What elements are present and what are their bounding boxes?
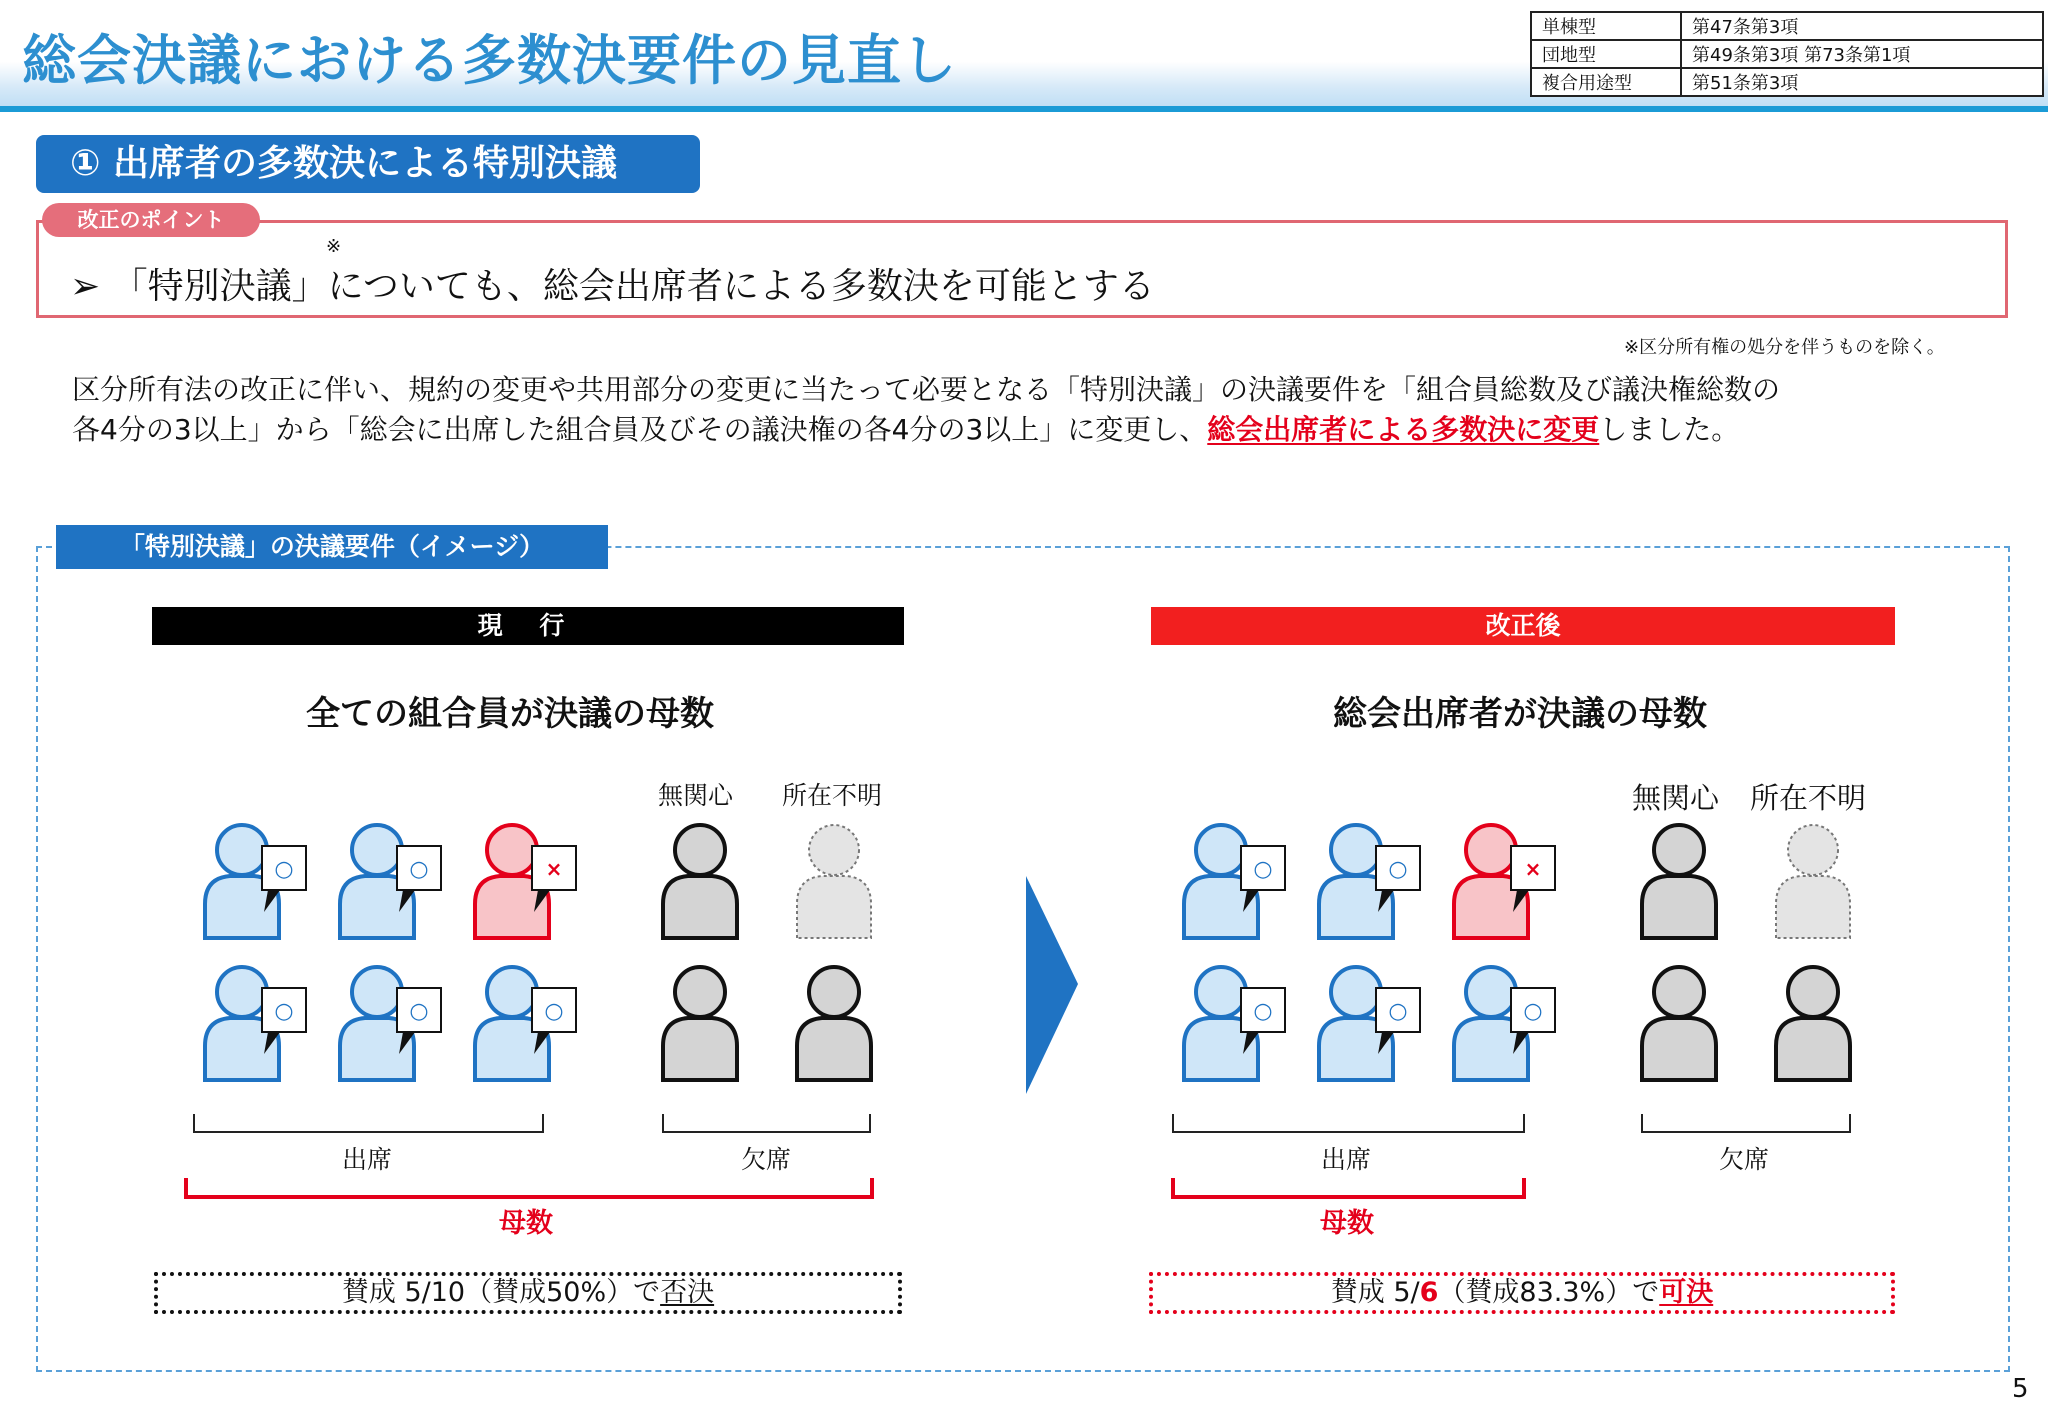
footnote: ※区分所有権の処分を伴うものを除く。 [1624,337,1945,358]
current-label-indifferent: 無関心 [658,781,734,810]
unknown-member-icon [1776,825,1850,938]
vote-yes-card [1241,846,1285,912]
transition-arrow [1026,876,1078,1094]
member-icon [1184,967,1285,1080]
revised-result-middle: （賛成83.3%）で [1438,1277,1660,1308]
brackets [186,1114,1850,1197]
vote-symbol: ○ [1523,999,1543,1024]
figure-label: 「特別決議」の決議要件（イメージ） [56,525,608,569]
description-line-2-end: しました。 [1599,413,1740,446]
bracket-revised-denominator [1173,1178,1524,1197]
vote-yes-card [397,846,441,912]
member-icon [1454,967,1555,1080]
member-icon [205,967,306,1080]
current-label-present: 出席 [342,1145,393,1174]
member-icon [1319,825,1420,938]
vote-symbol: ○ [544,999,564,1024]
description-line-1: 区分所有法の改正に伴い、規約の変更や共用部分の変更に当たって必要となる「特別決議」の決議要件を「組合員総数及び議決権総数の [72,373,1781,406]
vote-symbol: ○ [274,999,294,1024]
member-icon [340,825,441,938]
member-icon [1454,825,1555,938]
absent-member-icon [663,967,737,1080]
absent-member-icon [1642,825,1716,938]
section-title: ① 出席者の多数決による特別決議 [36,135,700,193]
description-highlight: 総会出席者による多数決に変更 [1207,413,1600,446]
point-tag: 改正のポイント [42,203,260,237]
member-icon [340,967,441,1080]
revised-label-absent: 欠席 [1719,1145,1770,1174]
vote-yes-card [397,988,441,1054]
unknown-member-icon [797,825,871,938]
vote-symbol: ○ [1253,999,1273,1024]
member-icon [1184,825,1285,938]
vote-yes-card [1376,846,1420,912]
bracket-current-denominator [186,1178,872,1197]
bracket-revised-absent [1642,1114,1850,1132]
absent-member-icon [663,825,737,938]
revised-result-outcome: 可決 [1659,1277,1714,1308]
vote-yes-card [262,846,306,912]
absent-member-icon [1642,967,1716,1080]
member-icon [475,825,576,938]
bracket-revised-present [1173,1114,1524,1132]
reference-article: 第47条第3項 [1681,12,2043,40]
current-result-outcome: 否決 [660,1277,715,1308]
description-line-2: 各4分の3以上」から「総会に出席した組合員及びその議決権の各4分の3以上」に変更し、 [72,413,1208,446]
current-result-text: 賛成 5/10（賛成50%）で [341,1277,661,1308]
current-result-box [154,1272,902,1314]
asterisk-mark: ※ [326,236,342,257]
revised-result-box [1149,1272,1895,1314]
vote-symbol: ○ [1388,857,1408,882]
current-header-bar: 現 行 [152,607,904,645]
vote-symbol: ○ [1388,999,1408,1024]
absent-member-icon [797,967,871,1080]
member-icon [205,825,306,938]
revised-label-unknown: 所在不明 [1750,781,1867,815]
current-label-unknown: 所在不明 [782,781,883,810]
current-subtitle: 全ての組合員が決議の母数 [306,694,714,734]
member-icon [475,967,576,1080]
vote-symbol: ○ [409,999,429,1024]
revised-header-bar: 改正後 [1151,607,1895,645]
reference-article: 第49条第3項 第73条第1項 [1681,40,2043,68]
point-text: ➢ 「特別決議」についても、総会出席者による多数決を可能とする [70,266,1155,307]
revised-subtitle: 総会出席者が決議の母数 [1333,694,1707,734]
bracket-current-present [194,1114,543,1132]
vote-symbol: ○ [1253,857,1273,882]
reference-type: 団地型 [1531,40,1681,68]
vote-yes-card [1241,988,1285,1054]
vote-yes-card [1511,988,1555,1054]
current-label-absent: 欠席 [741,1145,792,1174]
reference-type: 複合用途型 [1531,68,1681,96]
reference-article: 第51条第3項 [1681,68,2043,96]
vote-yes-card [262,988,306,1054]
vote-no-card [1511,846,1555,912]
revised-label-present: 出席 [1321,1145,1372,1174]
vote-no-card [532,846,576,912]
revised-result-denominator: 6 [1419,1277,1439,1308]
vote-yes-card [1376,988,1420,1054]
vote-symbol: × [1524,857,1542,881]
current-label-denominator: 母数 [499,1208,553,1239]
member-icon [1319,967,1420,1080]
reference-type: 単棟型 [1531,12,1681,40]
page-number: 5 [2012,1374,2029,1404]
vote-symbol: ○ [409,857,429,882]
revised-label-indifferent: 無関心 [1632,781,1720,815]
revised-label-denominator: 母数 [1320,1208,1374,1239]
vote-symbol: × [545,857,563,881]
revised-result-text: 賛成 5/ [1330,1277,1420,1308]
vote-yes-card [532,988,576,1054]
bracket-current-absent [663,1114,870,1132]
vote-symbol: ○ [274,857,294,882]
page-title: 総会決議における多数決要件の見直し [22,29,957,92]
absent-member-icon [1776,967,1850,1080]
